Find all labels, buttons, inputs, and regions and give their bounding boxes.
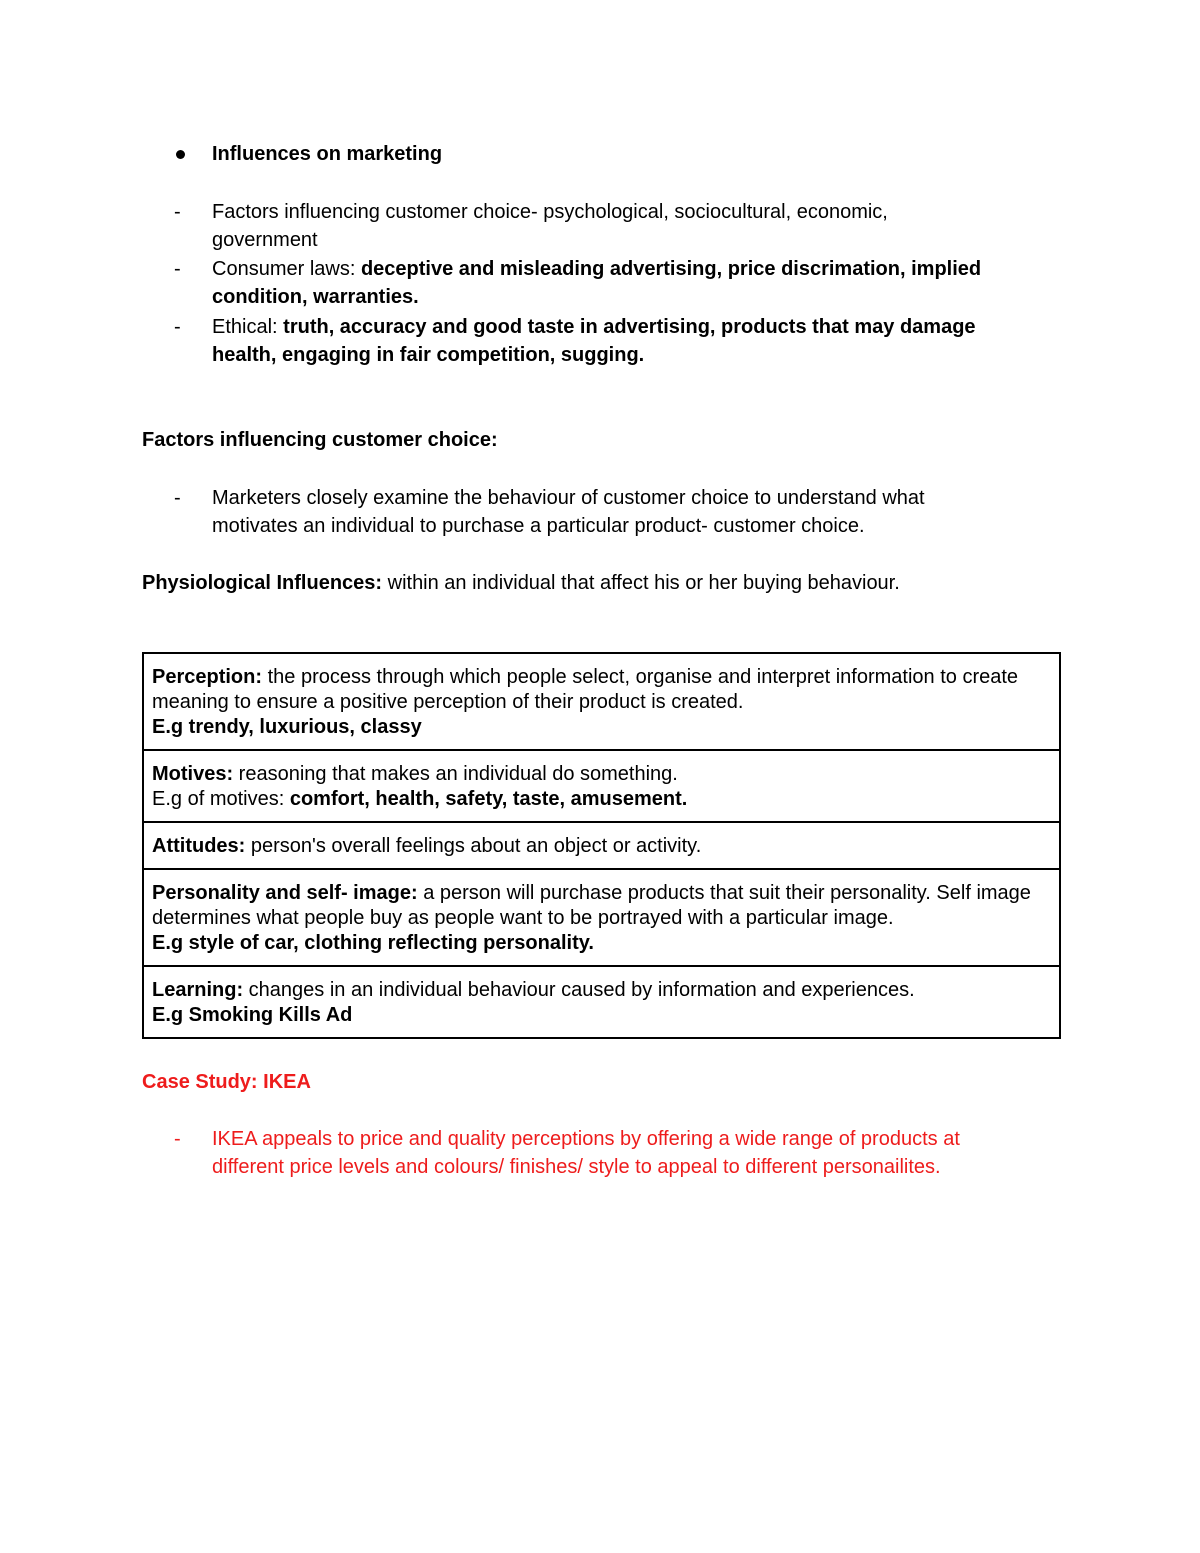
- case-study-line1: IKEA appeals to price and quality perceptions by offering a wide range of products at: [212, 1128, 960, 1150]
- table-cell-motives: [143, 750, 1060, 822]
- learning-example: E.g Smoking Kills Ad: [152, 1004, 353, 1026]
- ethical-label: Ethical:: [212, 316, 284, 338]
- marketers-line2: motivates an individual to purchase a particular product- customer choice.: [212, 515, 865, 537]
- perception-text: the process through which people select, organise and interpret information to create meaning to ensure a positive perception of their product is created.: [152, 666, 1019, 713]
- list-item-ethical-line1: [212, 313, 976, 341]
- case-study-heading: Case Study: IKEA: [142, 1071, 311, 1093]
- motives-label: Motives:: [152, 763, 234, 785]
- table-cell-learning: [143, 966, 1060, 1038]
- list-dash: -: [174, 1128, 181, 1150]
- list-item-ethical-line2: health, engaging in fair competition, sugging.: [212, 344, 645, 366]
- personality-label: Personality and self- image:: [152, 882, 418, 904]
- physiological-paragraph: [142, 569, 900, 597]
- table-row: [143, 653, 1060, 750]
- physiological-label: Physiological Influences:: [142, 572, 383, 594]
- consumer-laws-label: Consumer laws:: [212, 258, 361, 280]
- motives-example: comfort, health, safety, taste, amusement.: [289, 788, 688, 810]
- list-dash: -: [174, 201, 181, 223]
- list-dash: -: [174, 258, 181, 280]
- learning-label: Learning:: [152, 979, 244, 1001]
- ethical-items: truth, accuracy and good taste in advertising, products that may damage: [283, 316, 976, 338]
- list-dash: -: [174, 487, 181, 509]
- motives-text: reasoning that makes an individual do something.: [233, 763, 678, 785]
- table-row: [143, 750, 1060, 822]
- personality-example: E.g style of car, clothing reflecting personality.: [152, 932, 594, 954]
- table-row: [143, 822, 1060, 869]
- list-item-factors-line1: Factors influencing customer choice- psychological, sociocultural, economic,: [212, 201, 888, 223]
- list-item-consumer-laws-line1: [212, 255, 981, 283]
- list-item-consumer-laws-line2: condition, warranties.: [212, 286, 419, 308]
- table-cell-perception: [143, 653, 1060, 750]
- table-cell-personality: [143, 869, 1060, 966]
- consumer-laws-items: deceptive and misleading advertising, price discrimation, implied: [360, 258, 982, 280]
- psychological-factors-table: [142, 652, 1061, 1039]
- bullet-dot-icon: [176, 150, 185, 159]
- attitudes-text: person's overall feelings about an object or activity.: [245, 835, 702, 857]
- table-cell-attitudes: [143, 822, 1060, 869]
- list-item-factors-line2: government: [212, 229, 318, 251]
- learning-text: changes in an individual behaviour caused by information and experiences.: [243, 979, 915, 1001]
- marketers-line1: Marketers closely examine the behaviour of customer choice to understand what: [212, 487, 925, 509]
- table-row: [143, 966, 1060, 1038]
- case-study-line2: different price levels and colours/ finishes/ style to appeal to different personailites.: [212, 1156, 941, 1178]
- personality-text: a person will purchase products that suit their personality. Self image determines what people buy as people want to be portrayed with a particular image.: [152, 882, 1031, 929]
- perception-example: E.g trendy, luxurious, classy: [152, 716, 422, 738]
- section-heading: Influences on marketing: [212, 143, 443, 165]
- factors-heading: Factors influencing customer choice:: [142, 429, 498, 451]
- physiological-text: within an individual that affect his or her buying behaviour.: [382, 572, 900, 594]
- list-dash: -: [174, 316, 181, 338]
- attitudes-label: Attitudes:: [152, 835, 246, 857]
- motives-example-prefix: E.g of motives:: [152, 788, 290, 810]
- perception-label: Perception:: [152, 666, 263, 688]
- table-row: [143, 869, 1060, 966]
